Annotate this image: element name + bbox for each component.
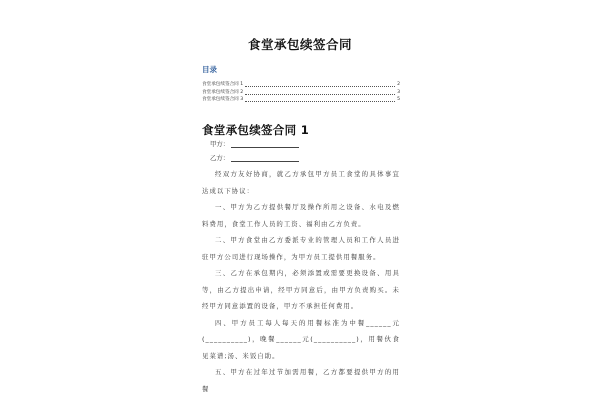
- paragraph: 四、甲方员工每人每天的用餐标准为中餐______元(__________)，晚餐______元(__________)，用餐伙食见菜谱;汤、米饭自助。: [202, 318, 400, 360]
- paragraph: 三、乙方在承包期内，必须添置或需要更换设备、用具等，由乙方提出申请，经甲方同意后，由甲方负责购买。未经甲方同意添置的设备，甲方不承担任何费用。: [202, 269, 400, 310]
- section-heading: 食堂承包续签合同 1: [202, 123, 310, 137]
- paragraph: 经双方友好协商，就乙方承包甲方员工食堂的具体事宜达成以下协议：: [202, 170, 400, 195]
- toc-entry-label: 食堂承包续签合同 3: [202, 97, 244, 102]
- toc-entry-label: 食堂承包续签合同 1: [202, 82, 244, 87]
- party-b-line: [210, 153, 299, 162]
- document-title: 食堂承包续签合同: [247, 37, 352, 52]
- table-of-contents: [202, 64, 400, 104]
- paragraph: 五、甲方在过年过节加需用餐，乙方都要提供甲方的用餐: [202, 368, 400, 393]
- party-b-label: 乙方：: [210, 154, 230, 162]
- paragraph: 二、甲方食堂由乙方委派专业的管理人员和工作人员进驻甲方公司进行现场操作，为甲方员工提供用餐服务。: [202, 236, 400, 261]
- toc-entry-label: 食堂承包续签合同 2: [202, 89, 244, 95]
- party-a-label: 甲方：: [210, 140, 230, 148]
- toc-leader-dots: [245, 94, 395, 95]
- paragraph: 一、甲方为乙方提供餐厅及操作所用之设备、水电及燃料费用，食堂工作人员的工资、福利由乙方负责。: [202, 203, 400, 228]
- party-a-blank: [231, 140, 299, 148]
- party-b-blank: [231, 154, 299, 162]
- toc-entry-2[interactable]: [202, 89, 400, 97]
- toc-entry-page: 3: [397, 89, 400, 95]
- toc-entry-page: 2: [397, 82, 400, 87]
- toc-heading: 目录: [202, 65, 217, 74]
- toc-entry-3[interactable]: [202, 96, 400, 104]
- toc-leader-dots: [245, 101, 395, 102]
- party-a-line: [210, 139, 299, 148]
- toc-entry-page: 5: [397, 97, 400, 102]
- toc-leader-dots: [245, 86, 395, 87]
- toc-entry-1[interactable]: [202, 81, 400, 89]
- contract-body: [202, 166, 400, 397]
